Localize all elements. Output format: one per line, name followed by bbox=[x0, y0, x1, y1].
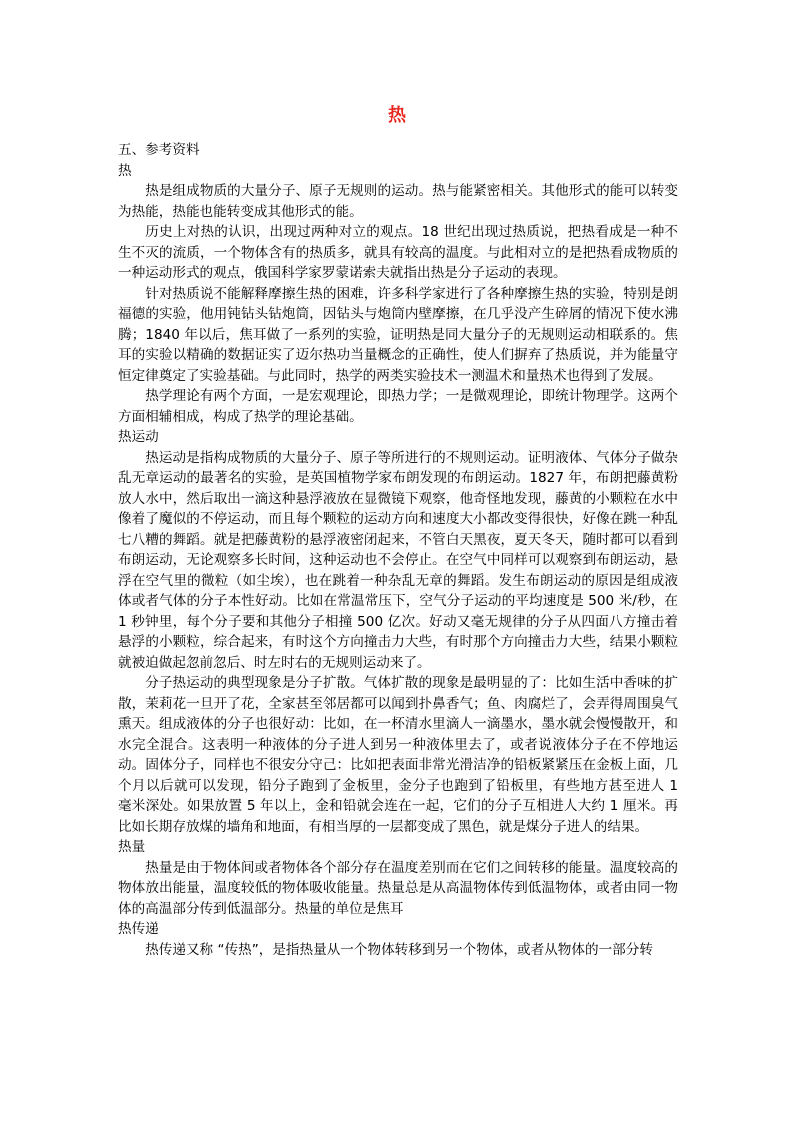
paragraph: 热传递又称 “传热”，是指热量从一个物体转移到另一个物体，或者从物体的一部分转 bbox=[145, 941, 653, 958]
paragraph: 历史上对热的认识，出现过两种对立的观点。18 世纪出现过热质说，把热看成是一种不生不灭的流质，一个物体含有的热质多，就具有较高的温度。与此相对立的是把热看成物质的一种运动形式的观点，俄国科学家罗蒙诺索夫就指出热是分子运动的表现。 bbox=[118, 224, 678, 281]
paragraph: 热学理论有两个方面，一是宏观理论，即热力学；一是微观理论，即统计物理学。这两个方面相辅相成，构成了热学的理论基础。 bbox=[118, 388, 678, 425]
paragraph: 热运动是指构成物质的大量分子、原子等所进行的不规则运动。证明液体、气体分子做杂乱无章运动的最著名的实验，是英国植物学家布朗发现的布朗运动。1827 年，布朗把藤黄粉放人水中，然后取出一滴这种悬浮液放在显微镜下观察，他奇怪地发现，藤黄的小颗粒在水中像着了魔似的不停运动，而且每个颗粒的运动方向和速度大小都改变得很快，好像在跳一种乱七八糟的舞蹈。就是把藤黄粉的悬浮液密闭起来，不管白天黑夜，夏天冬天，随时都可以看到布朗运动，无论观察多长时间，这种运动也不会停止。在空气中同样可以观察到布朗运动，悬浮在空气里的微粒（如尘埃），也在跳着一种杂乱无章的舞蹈。发生布朗运动的原因是组成液体或者气体的分子本性好动。比如在常温常压下，空气分子运动的平均速度是 500 米/秒，在 1 秒钟里，每个分子要和其他分子相撞 500 亿次。好动又毫无规律的分子从四面八方撞击着悬浮的小颗粒，综合起来，有时这个方向撞击力大些，有时那个方向撞击力大些，结果小颗粒就被迫做起忽前忽后、时左时右的无规则运动来了。 bbox=[118, 449, 678, 671]
subheading: 热量 bbox=[118, 839, 146, 855]
paragraph: 热量是由于物体间或者物体各个部分存在温度差别而在它们之间转移的能量。温度较高的物体放出能量，温度较低的物体吸收能量。热量总是从高温物体传到低温物体，或者由同一物体的高温部分传到低温部分。热量的单位是焦耳 bbox=[118, 859, 678, 917]
document-title: 热 bbox=[388, 105, 406, 126]
subheading: 热 bbox=[118, 162, 132, 179]
section-heading: 五、参考资料 bbox=[118, 142, 200, 158]
document-body bbox=[118, 140, 678, 960]
paragraph: 针对热质说不能解释摩擦生热的困难，许多科学家进行了各种摩擦生热的实验，特别是朗福德的实验，他用钝钻头钻炮筒，因钻头与炮筒内壁摩擦，在几乎没产生碎屑的情况下使水沸腾；1840 年以后，焦耳做了一系列的实验，证明热是同大量分子的无规则运动相联系的。焦耳的实验以精确的数据证实了迈尔热功当量概念的正确性，使人们摒弃了热质说，并为能量守恒定律奠定了实验基础。与此同时，热学的两类实验技术一测温术和量热术也得到了发展。 bbox=[118, 285, 678, 384]
paragraph: 分子热运动的典型现象是分子扩散。气体扩散的现象是最明显的了：比如生活中香味的扩散，茉莉花一旦开了花，全家甚至邻居都可以闻到扑鼻香气；鱼、肉腐烂了，会弄得周围臭气熏天。组成液体的分子也很好动：比如，在一杯清水里滴人一滴墨水，墨水就会慢慢散开，和水完全混合。这表明一种液体的分子进人到另一种液体里去了，或者说液体分子在不停地运动。固体分子，同样也不很安分守己：比如把表面非常光滑洁净的铅板紧紧压在金板上面，几个月以后就可以发现，铅分子跑到了金板里，金分子也跑到了铅板里，有些地方甚至进人 1 毫米深处。如果放置 5 年以上，金和铅就会连在一起，它们的分子互相进人大约 1 厘米。再比如长期存放煤的墙角和地面，有相当厚的一层都变成了黑色，就是煤分子进人的结果。 bbox=[118, 675, 678, 835]
paragraph: 热是组成物质的大量分子、原子无规则的运动。热与能紧密相关。其他形式的能可以转变为热能，热能也能转变成其他形式的能。 bbox=[118, 183, 678, 220]
content-blocks bbox=[118, 161, 678, 961]
subheading: 热运动 bbox=[118, 429, 159, 445]
subheading: 热传递 bbox=[118, 921, 159, 937]
